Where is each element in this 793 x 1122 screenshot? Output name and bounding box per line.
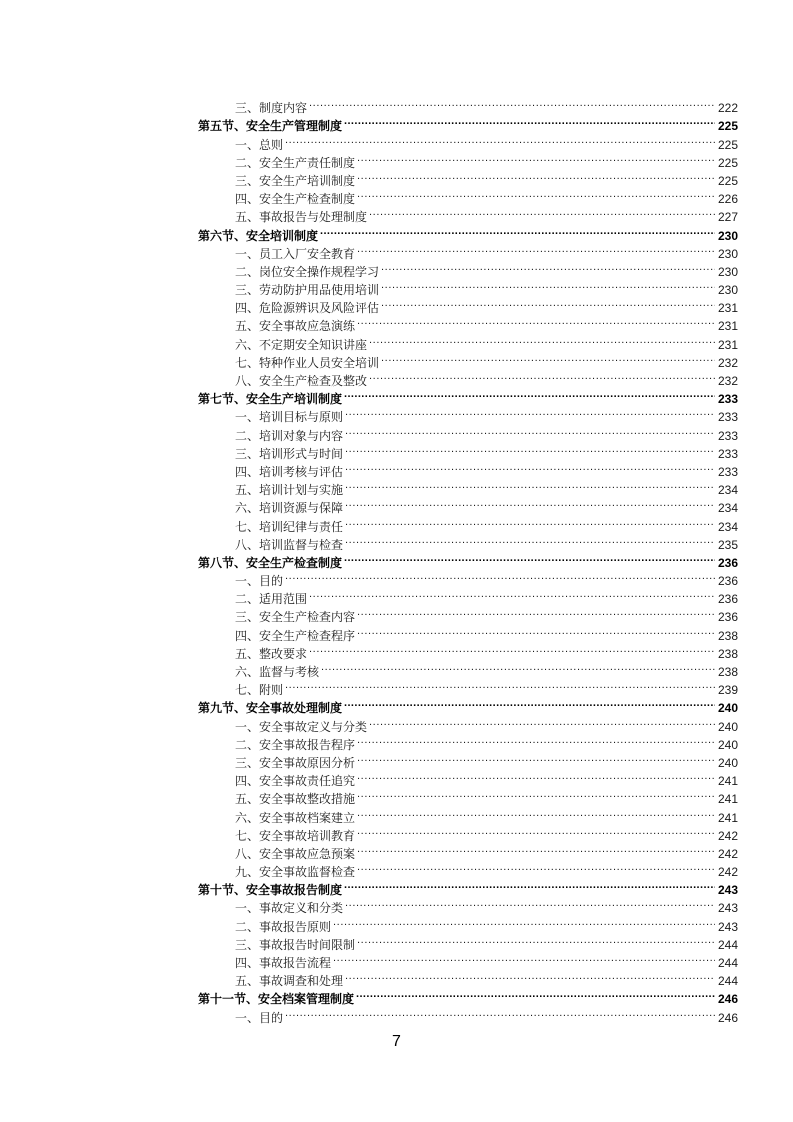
toc-entry-page-number: 225: [717, 137, 738, 152]
toc-entry-page-number: 244: [717, 937, 738, 952]
toc-entry-page-number: 225: [717, 173, 738, 188]
toc-entry-page-number: 239: [717, 683, 738, 698]
toc-entry-page-number: 225: [717, 155, 738, 170]
dot-leader: [357, 731, 715, 749]
toc-entry-title: 四、危险源辨识及风险评估: [235, 301, 380, 316]
toc-entry-page-number: 242: [717, 865, 738, 880]
dot-leader: [357, 840, 715, 858]
toc-entry-title: 七、安全事故培训教育: [235, 828, 356, 843]
toc-entry-title: 二、安全生产责任制度: [235, 155, 356, 170]
toc-entry-page-number: 232: [717, 374, 738, 388]
dot-leader: [345, 494, 715, 512]
dot-leader: [344, 694, 715, 712]
dot-leader: [345, 894, 715, 912]
toc-entry-title: 八、安全生产检查及整改: [235, 374, 368, 388]
dot-leader: [345, 531, 715, 549]
dot-leader: [357, 803, 715, 821]
toc-entry-page-number: 232: [717, 355, 738, 370]
toc-entry-title: 五、培训计划与实施: [235, 483, 344, 498]
dot-leader: [357, 167, 715, 185]
dot-leader: [344, 112, 715, 130]
toc-entry-page-number: 222: [717, 101, 738, 116]
toc-entry-page-number: 235: [717, 537, 738, 552]
toc-entry-title: 三、制度内容: [235, 101, 308, 116]
toc-entry-page-number: 241: [717, 792, 738, 807]
dot-leader: [344, 549, 715, 567]
toc-entry-page-number: 233: [717, 410, 738, 425]
toc-entry-page-number: 246: [717, 1010, 738, 1025]
dot-leader: [357, 185, 715, 203]
toc-entry-page-number: 236: [717, 555, 738, 570]
toc-entry-title: 七、培训纪律与责任: [235, 519, 344, 534]
dot-leader: [357, 785, 715, 803]
dot-leader: [369, 203, 715, 221]
table-of-contents: [198, 94, 738, 1025]
dot-leader: [381, 294, 715, 312]
toc-entry-page-number: 231: [717, 301, 738, 316]
dot-leader: [357, 858, 715, 876]
toc-entry-title: 一、安全事故定义与分类: [235, 719, 368, 734]
toc-entry-page-number: 231: [717, 337, 738, 352]
dot-leader: [333, 949, 715, 967]
toc-entry-title: 第十一节、安全档案管理制度: [198, 992, 355, 1007]
dot-leader: [309, 640, 715, 658]
toc-entry-title: 六、培训资源与保障: [235, 501, 344, 516]
dot-leader: [356, 985, 715, 1003]
dot-leader: [285, 567, 715, 585]
toc-entry-page-number: 234: [717, 483, 738, 498]
dot-leader: [357, 749, 715, 767]
dot-leader: [357, 767, 715, 785]
toc-entry-title: 六、安全事故档案建立: [235, 810, 356, 825]
dot-leader: [309, 585, 715, 603]
toc-entry-title: 五、事故调查和处理: [235, 974, 344, 989]
dot-leader: [333, 912, 715, 930]
dot-leader: [345, 512, 715, 530]
dot-leader: [369, 330, 715, 348]
toc-entry-page-number: 233: [717, 464, 738, 479]
toc-entry-title: 七、特种作业人员安全培训: [235, 355, 380, 370]
toc-entry-title: 二、适用范围: [235, 592, 308, 607]
toc-entry-page-number: 242: [717, 828, 738, 843]
dot-leader: [345, 403, 715, 421]
toc-entry-page-number: 241: [717, 774, 738, 789]
dot-leader: [357, 621, 715, 639]
dot-leader: [285, 130, 715, 148]
toc-entry-title: 五、安全事故应急演练: [235, 319, 356, 334]
toc-entry-title: 第五节、安全生产管理制度: [198, 119, 343, 134]
toc-entry-title: 五、整改要求: [235, 646, 308, 661]
dot-leader: [321, 658, 715, 676]
toc-entry-title: 一、目的: [235, 1010, 284, 1025]
toc-entry-title: 三、培训形式与时间: [235, 446, 344, 461]
toc-entry-page-number: 240: [717, 701, 738, 716]
toc-entry-page-number: 240: [717, 737, 738, 752]
toc-entry-title: 三、劳动防护用品使用培训: [235, 283, 380, 298]
dot-leader: [381, 276, 715, 294]
page-number: 7: [392, 1033, 401, 1050]
dot-leader: [357, 931, 715, 949]
toc-entry-title: 七、附则: [235, 683, 284, 698]
dot-leader: [357, 149, 715, 167]
toc-entry-title: 六、不定期安全知识讲座: [235, 337, 368, 352]
toc-entry-title: 一、总则: [235, 137, 284, 152]
toc-entry-title: 第七节、安全生产培训制度: [198, 392, 343, 407]
toc-entry-title: 二、培训对象与内容: [235, 428, 344, 443]
toc-entry-page-number: 244: [717, 956, 738, 970]
toc-entry-title: 第六节、安全培训制度: [198, 228, 319, 243]
dot-leader: [344, 876, 715, 894]
toc-entry-title: 八、安全事故应急预案: [235, 846, 356, 861]
toc-entry-page-number: 233: [717, 428, 738, 443]
toc-entry-page-number: 238: [717, 646, 738, 661]
toc-entry-page-number: 231: [717, 319, 738, 334]
toc-entry-title: 二、事故报告原则: [235, 919, 332, 934]
toc-entry-page-number: 234: [717, 519, 738, 534]
toc-entry-page-number: 230: [717, 264, 738, 279]
toc-entry-title: 第九节、安全事故处理制度: [198, 701, 343, 716]
toc-entry-page-number: 246: [717, 992, 738, 1007]
toc-entry-page-number: 242: [717, 846, 738, 861]
toc-entry-page-number: 240: [717, 719, 738, 734]
toc-entry-title: 一、目的: [235, 574, 284, 589]
dot-leader: [285, 676, 715, 694]
toc-entry-page-number: 233: [717, 446, 738, 461]
toc-entry-page-number: 244: [717, 974, 738, 989]
dot-leader: [357, 240, 715, 258]
toc-entry-page-number: 234: [717, 501, 738, 516]
toc-entry-title: 三、事故报告时间限制: [235, 937, 356, 952]
toc-entry-title: 一、员工入厂安全教育: [235, 246, 356, 261]
toc-entry-page-number: 238: [717, 665, 738, 679]
dot-leader: [345, 440, 715, 458]
dot-leader: [309, 94, 715, 112]
toc-entry-page-number: 243: [717, 901, 738, 916]
toc-entry-title: 四、事故报告流程: [235, 956, 332, 970]
toc-entry-title: 六、监督与考核: [235, 665, 320, 679]
dot-leader: [357, 822, 715, 840]
toc-entry-page-number: 243: [717, 919, 738, 934]
toc-entry-title: 九、安全事故监督检查: [235, 865, 356, 880]
dot-leader: [381, 258, 715, 276]
toc-entry-page-number: 236: [717, 574, 738, 589]
toc-entry-page-number: 240: [717, 755, 738, 770]
toc-entry-page-number: 226: [717, 192, 738, 207]
toc-entry-title: 四、安全生产检查程序: [235, 628, 356, 643]
dot-leader: [369, 712, 715, 730]
toc-entry-page-number: 230: [717, 246, 738, 261]
toc-entry-title: 二、安全事故报告程序: [235, 737, 356, 752]
toc-entry-page-number: 227: [717, 210, 738, 225]
dot-leader: [345, 458, 715, 476]
toc-entry-title: 一、培训目标与原则: [235, 410, 344, 425]
toc-entry-title: 第八节、安全生产检查制度: [198, 555, 343, 570]
dot-leader: [357, 603, 715, 621]
toc-entry[interactable]: [198, 94, 738, 116]
dot-leader: [345, 421, 715, 439]
toc-entry-title: 一、事故定义和分类: [235, 901, 344, 916]
toc-entry-page-number: 233: [717, 392, 738, 407]
toc-entry-title: 四、安全生产检查制度: [235, 192, 356, 207]
toc-entry-page-number: 241: [717, 810, 738, 825]
toc-entry-title: 四、培训考核与评估: [235, 464, 344, 479]
dot-leader: [285, 1003, 715, 1021]
toc-entry-title: 五、事故报告与处理制度: [235, 210, 368, 225]
toc-entry-page-number: 230: [717, 283, 738, 298]
dot-leader: [345, 476, 715, 494]
toc-entry-page-number: 236: [717, 592, 738, 607]
dot-leader: [320, 221, 715, 239]
dot-leader: [369, 367, 715, 385]
toc-entry-page-number: 238: [717, 628, 738, 643]
toc-entry-page-number: 230: [717, 228, 738, 243]
toc-entry-title: 三、安全事故原因分析: [235, 755, 356, 770]
toc-entry-title: 三、安全生产培训制度: [235, 173, 356, 188]
toc-entry-title: 五、安全事故整改措施: [235, 792, 356, 807]
toc-entry-title: 第十节、安全事故报告制度: [198, 883, 343, 898]
toc-entry-page-number: 243: [717, 883, 738, 898]
dot-leader: [345, 967, 715, 985]
dot-leader: [344, 385, 715, 403]
toc-entry-title: 三、安全生产检查内容: [235, 610, 356, 625]
toc-entry-page-number: 225: [717, 119, 738, 134]
dot-leader: [357, 312, 715, 330]
toc-entry-page-number: 236: [717, 610, 738, 625]
toc-entry-title: 四、安全事故责任追究: [235, 774, 356, 789]
toc-entry-title: 二、岗位安全操作规程学习: [235, 264, 380, 279]
toc-entry-title: 八、培训监督与检查: [235, 537, 344, 552]
dot-leader: [381, 349, 715, 367]
